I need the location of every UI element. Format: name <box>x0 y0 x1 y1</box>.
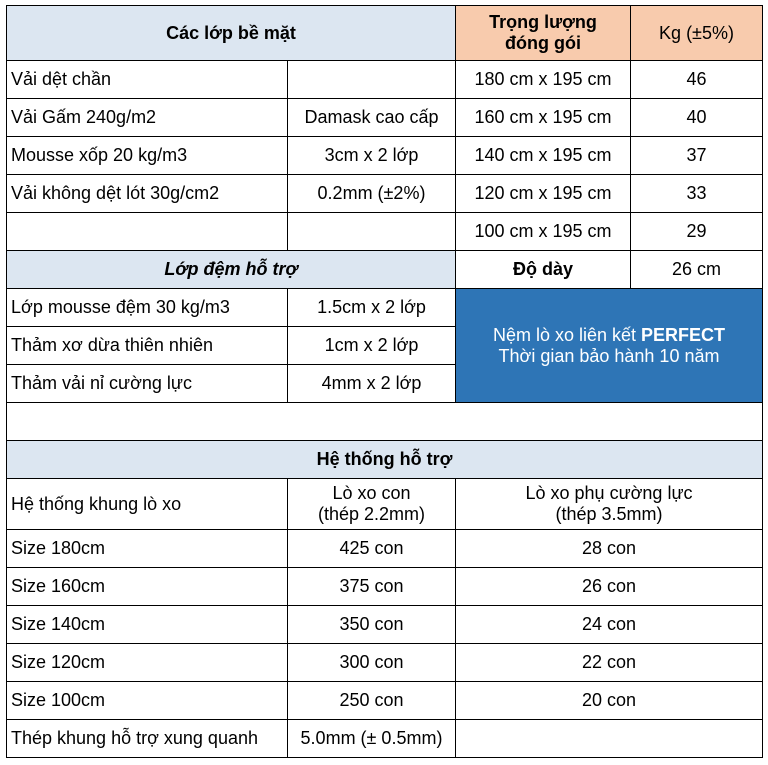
support-layer-name: Thảm xơ dừa thiên nhiên <box>7 327 288 365</box>
table-row <box>7 530 763 568</box>
spring-count: 300 con <box>288 644 456 682</box>
spring-count: 425 con <box>288 530 456 568</box>
spring-count-header <box>288 479 456 530</box>
weight-size: 160 cm x 195 cm <box>456 99 631 137</box>
table-row <box>7 682 763 720</box>
packed-weight-header <box>456 6 631 61</box>
blank-row <box>7 403 763 441</box>
spring-count: 250 con <box>288 682 456 720</box>
reinforced-spring-count: 28 con <box>456 530 763 568</box>
promo-warranty: Thời gian bảo hành 10 năm <box>498 345 720 366</box>
spring-size: Size 160cm <box>7 568 288 606</box>
surface-layer-spec: Damask cao cấp <box>288 99 456 137</box>
promo-line1-prefix: Nệm lò xo liên kết <box>492 324 642 345</box>
support-layer-spec: 1.5cm x 2 lớp <box>288 289 456 327</box>
reinforced-spring-count: 20 con <box>456 682 763 720</box>
spring-size: Size 100cm <box>7 682 288 720</box>
reinforced-spring-header <box>456 479 763 530</box>
surface-layer-spec: 0.2mm (±2%) <box>288 175 456 213</box>
empty-cell <box>288 213 456 251</box>
surface-layer-name: Vải Gấm 240g/m2 <box>7 99 288 137</box>
table-row <box>7 251 763 289</box>
spring-system-header: Hệ thống hỗ trợ <box>7 441 763 479</box>
spring-frame-label: Hệ thống khung lò xo <box>7 479 288 530</box>
packed-weight-header-line1: Trọng lượng <box>489 12 597 33</box>
table-row <box>7 61 763 99</box>
weight-kg: 29 <box>631 213 763 251</box>
surface-layer-name: Vải không dệt lót 30g/cm2 <box>7 175 288 213</box>
table-row <box>7 606 763 644</box>
reinforced-spring-header-line1: Lò xo phụ cường lực <box>525 483 693 504</box>
reinforced-spring-count: 26 con <box>456 568 763 606</box>
empty-cell <box>288 403 456 441</box>
spring-size: Size 120cm <box>7 644 288 682</box>
weight-kg: 46 <box>631 61 763 99</box>
reinforced-spring-header-line2: (thép 3.5mm) <box>555 504 663 524</box>
weight-kg: 40 <box>631 99 763 137</box>
table-row <box>7 568 763 606</box>
weight-size: 180 cm x 195 cm <box>456 61 631 99</box>
table-row <box>7 289 763 327</box>
thickness-value: 26 cm <box>631 251 763 289</box>
spring-size: Size 140cm <box>7 606 288 644</box>
table-row <box>7 175 763 213</box>
table-row <box>7 213 763 251</box>
table-row <box>7 720 763 758</box>
empty-cell <box>7 213 288 251</box>
weight-size: 100 cm x 195 cm <box>456 213 631 251</box>
support-layer-name: Lớp mousse đệm 30 kg/m3 <box>7 289 288 327</box>
promo-product-name: PERFECT <box>641 324 726 345</box>
weight-size: 120 cm x 195 cm <box>456 175 631 213</box>
support-layer-spec: 4mm x 2 lớp <box>288 365 456 403</box>
empty-cell <box>631 403 763 441</box>
table-row <box>7 6 763 61</box>
weight-unit-header: Kg (±5%) <box>631 6 763 61</box>
weight-kg: 37 <box>631 137 763 175</box>
thickness-label: Độ dày <box>456 251 631 289</box>
frame-steel-value: 5.0mm (± 0.5mm) <box>288 720 456 758</box>
surface-layer-spec: 3cm x 2 lớp <box>288 137 456 175</box>
empty-cell <box>456 720 763 758</box>
support-layer-name: Thảm vải nỉ cường lực <box>7 365 288 403</box>
mattress-spec-table <box>6 5 763 758</box>
support-layers-header: Lớp đệm hỗ trợ <box>7 251 456 289</box>
empty-cell <box>456 403 631 441</box>
surface-layers-header: Các lớp bề mặt <box>7 6 456 61</box>
table-row <box>7 441 763 479</box>
spring-count: 350 con <box>288 606 456 644</box>
spring-count-header-line1: Lò xo con <box>332 483 411 504</box>
reinforced-spring-count: 22 con <box>456 644 763 682</box>
surface-layer-name: Mousse xốp 20 kg/m3 <box>7 137 288 175</box>
support-layer-spec: 1cm x 2 lớp <box>288 327 456 365</box>
surface-layer-spec <box>288 61 456 99</box>
table-row <box>7 137 763 175</box>
packed-weight-header-line2: đóng gói <box>505 33 581 53</box>
promo-banner <box>456 289 763 403</box>
weight-size: 140 cm x 195 cm <box>456 137 631 175</box>
weight-kg: 33 <box>631 175 763 213</box>
table-row <box>7 644 763 682</box>
spring-count: 375 con <box>288 568 456 606</box>
frame-steel-label: Thép khung hỗ trợ xung quanh <box>7 720 288 758</box>
spring-size: Size 180cm <box>7 530 288 568</box>
spring-count-header-line2: (thép 2.2mm) <box>317 504 426 524</box>
surface-layer-name: Vải dệt chần <box>7 61 288 99</box>
table-row <box>7 99 763 137</box>
empty-cell <box>7 403 288 441</box>
reinforced-spring-count: 24 con <box>456 606 763 644</box>
table-row <box>7 479 763 530</box>
